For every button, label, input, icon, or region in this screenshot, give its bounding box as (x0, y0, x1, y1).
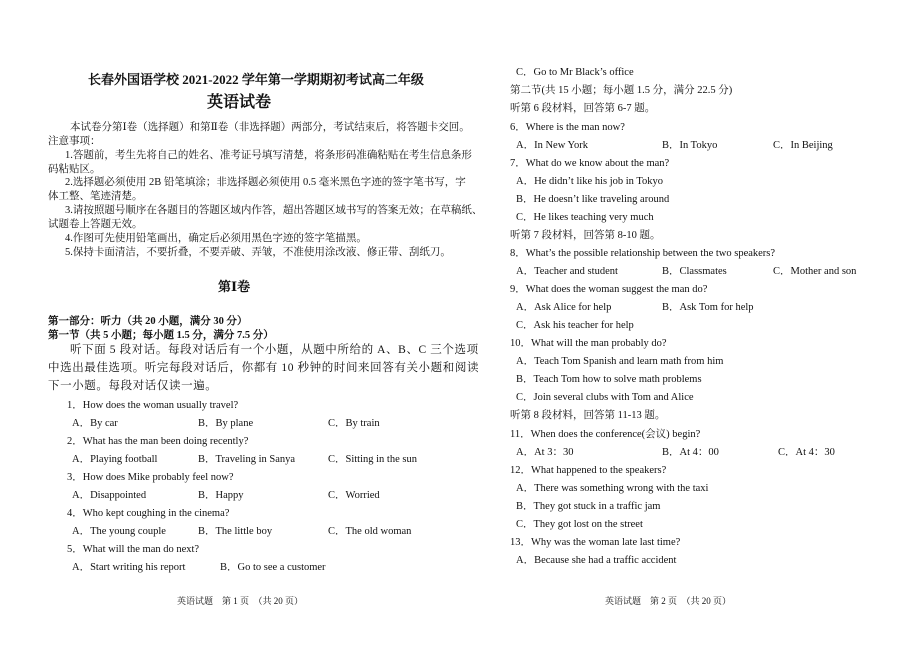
part-heading: 第一部分：听力（共 20 小题，满分 30 分） (48, 316, 248, 327)
option-a: A．In New York (516, 140, 589, 151)
notice-line: 码粘贴区。 (48, 164, 101, 175)
notice-line: 试题卷上答题无效。 (48, 219, 143, 230)
option-a: A．At 3：30 (516, 447, 574, 458)
question-11: 11．When does the conference(会议) begin? (510, 429, 701, 440)
directions-line: 听下面 5 段对话。每段对话后有一个小题，从题中所给的 A、B、C 三个选项 (70, 344, 479, 356)
option-b: B．At 4：00 (662, 447, 719, 458)
option-b: B．By plane (198, 418, 254, 429)
option-c: C．In Beijing (773, 140, 833, 151)
question-13: 13．Why was the woman late last time? (510, 537, 681, 548)
option-a: A．He didn’t like his job in Tokyo (516, 176, 664, 187)
option-c: C．Go to Mr Black’s office (516, 67, 634, 78)
notice-heading: 注意事项： (48, 136, 101, 147)
material-instruction: 听第 7 段材料，回答第 8-10 题。 (510, 230, 661, 241)
option-c: C．They got lost on the street (516, 519, 643, 530)
directions-line: 中选出最佳选项。听完每段对话后，你都有 10 秒钟的时间来回答有关小题和阅读 (48, 362, 480, 374)
notice-line: 3.请按照题号顺序在各题目的答题区域内作答，超出答题区域书写的答案无效；在草稿纸、 (65, 205, 483, 216)
option-c: C．He likes teaching very much (516, 212, 654, 223)
exam-subtitle: 英语试卷 (207, 94, 272, 111)
option-b: B．In Tokyo (662, 140, 718, 151)
option-a: A．Playing football (72, 454, 158, 465)
question-3: 3．How does Mike probably feel now? (67, 472, 234, 483)
option-a: A．The young couple (72, 526, 166, 537)
option-b: B．They got stuck in a traffic jam (516, 501, 661, 512)
option-b: B．Go to see a customer (220, 562, 326, 573)
option-a: A．Teach Tom Spanish and learn math from him (516, 356, 724, 367)
option-b: B．He doesn’t like traveling around (516, 194, 670, 205)
notice-line: 4.作图可先使用铅笔画出，确定后必须用黑色字迹的签字笔描黑。 (65, 233, 367, 244)
exam-title: 长春外国语学校 2021-2022 学年第一学期期初考试高二年级 (88, 72, 424, 87)
option-a: A．Teacher and student (516, 266, 618, 277)
option-c: C．By train (328, 418, 380, 429)
page-footer: 英语试题 第 2 页 （共 20 页） (605, 596, 732, 606)
option-c: C．The old woman (328, 526, 412, 537)
question-8: 8．What’s the possible relationship between the two speakers? (510, 248, 776, 259)
option-c: C．Sitting in the sun (328, 454, 417, 465)
volume-title: 第Ⅰ卷 (218, 279, 251, 294)
section-heading: 第二节(共 15 小题；每小题 1.5 分，满分 22.5 分) (510, 85, 733, 96)
option-b: B．Teach Tom how to solve math problems (516, 374, 702, 385)
notice-line: 1.答题前，考生先将自己的姓名、准考证号填写清楚，将条形码准确粘贴在考生信息条形 (65, 150, 472, 161)
question-9: 9．What does the woman suggest the man do? (510, 284, 708, 295)
option-a: A．Because she had a traffic accident (516, 555, 677, 566)
question-12: 12．What happened to the speakers? (510, 465, 667, 476)
notice-line: 5.保持卡面清洁，不要折叠，不要弄破、弄皱，不准使用涂改液、修正带、刮纸刀。 (65, 247, 451, 258)
option-c: C．Mother and son (773, 266, 857, 277)
option-c: C．Join several clubs with Tom and Alice (516, 392, 694, 403)
option-b: B．Happy (198, 490, 244, 501)
option-a: A．Ask Alice for help (516, 302, 612, 313)
option-c: C．Ask his teacher for help (516, 320, 634, 331)
page-footer: 英语试题 第 1 页 （共 20 页） (177, 596, 304, 606)
question-7: 7．What do we know about the man? (510, 158, 670, 169)
question-2: 2．What has the man been doing recently? (67, 436, 249, 447)
notice-line: 2.选择题必须使用 2B 铅笔填涂；非选择题必须使用 0.5 毫米黑色字迹的签字笔书写，字 (65, 177, 466, 188)
option-a: A．By car (72, 418, 118, 429)
notice-line: 体工整、笔迹清楚。 (48, 191, 143, 202)
question-6: 6．Where is the man now? (510, 122, 625, 133)
option-c: C．At 4：30 (778, 447, 835, 458)
question-4: 4．Who kept coughing in the cinema? (67, 508, 230, 519)
option-b: B．Classmates (662, 266, 727, 277)
option-b: B．Ask Tom for help (662, 302, 754, 313)
section-heading: 第一节（共 5 小题；每小题 1.5 分，满分 7.5 分） (48, 330, 274, 341)
option-b: B．Traveling in Sanya (198, 454, 296, 465)
option-c: C．Worried (328, 490, 380, 501)
material-instruction: 听第 6 段材料，回答第 6-7 题。 (510, 103, 656, 114)
intro-text: 本试卷分第Ⅰ卷（选择题）和第Ⅱ卷（非选择题）两部分，考试结束后，将答题卡交回。 (70, 122, 470, 133)
material-instruction: 听第 8 段材料，回答第 11-13 题。 (510, 410, 666, 421)
option-a: A．Disappointed (72, 490, 147, 501)
option-b: B．The little boy (198, 526, 273, 537)
question-5: 5．What will the man do next? (67, 544, 200, 555)
question-1: 1．How does the woman usually travel? (67, 400, 239, 411)
option-a: A．There was something wrong with the taxi (516, 483, 709, 494)
option-a: A．Start writing his report (72, 562, 186, 573)
directions-line: 下一小题。每段对话仅读一遍。 (48, 380, 218, 392)
question-10: 10．What will the man probably do? (510, 338, 667, 349)
